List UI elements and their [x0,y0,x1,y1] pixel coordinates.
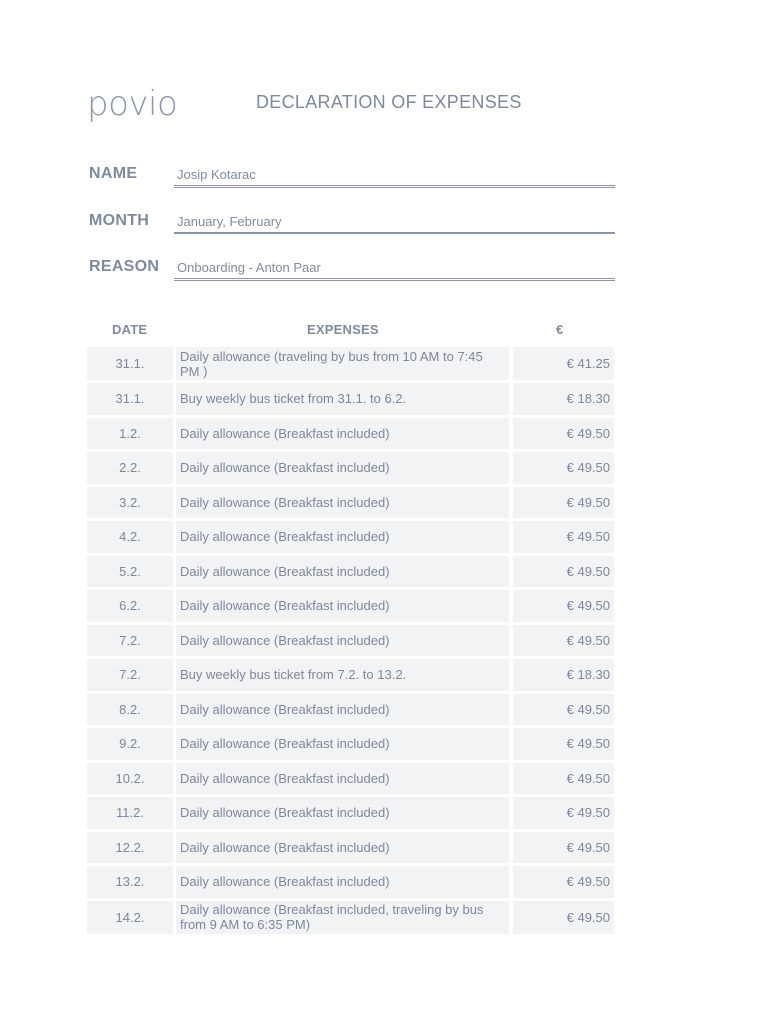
expense-cell: Daily allowance (Breakfast included) [176,832,509,864]
table-row [87,659,615,691]
table-row [87,797,615,829]
povio-logo: povio [87,84,178,124]
table-row [87,763,615,795]
name-value: Josip Kotarac [177,167,256,182]
expense-cell: Buy weekly bus ticket from 7.2. to 13.2. [176,659,509,691]
expense-cell: Daily allowance (Breakfast included) [176,797,509,829]
date-cell: 4.2. [87,521,173,553]
date-cell: 31.1. [87,383,173,415]
table-row [87,694,615,726]
amount-cell: € 49.50 [513,590,614,622]
month-underline [174,232,615,234]
amount-cell: € 49.50 [513,694,614,726]
expense-cell: Daily allowance (Breakfast included) [176,625,509,657]
table-row [87,383,615,415]
table-header [87,322,615,338]
date-cell: 9.2. [87,728,173,760]
expense-cell: Daily allowance (traveling by bus from 10 AM to 7:45 PM ) [176,347,509,380]
expense-cell: Daily allowance (Breakfast included) [176,556,509,588]
date-cell: 8.2. [87,694,173,726]
expense-cell: Buy weekly bus ticket from 31.1. to 6.2. [176,383,509,415]
expense-cell: Daily allowance (Breakfast included) [176,521,509,553]
reason-label: REASON [89,258,160,275]
expenses-column-header: EXPENSES [307,322,379,337]
expense-cell: Daily allowance (Breakfast included) [176,487,509,519]
date-cell: 14.2. [87,901,173,934]
month-label: MONTH [89,212,150,229]
document-title: DECLARATION OF EXPENSES [256,92,522,112]
amount-cell: € 49.50 [513,728,614,760]
table-row [87,901,615,934]
expense-cell: Daily allowance (Breakfast included) [176,418,509,450]
expense-cell: Daily allowance (Breakfast included) [176,866,509,898]
table-row [87,625,615,657]
expense-cell: Daily allowance (Breakfast included) [176,452,509,484]
reason-field [89,258,615,284]
month-field [89,212,615,238]
table-row [87,418,615,450]
amount-cell: € 49.50 [513,866,614,898]
date-cell: 13.2. [87,866,173,898]
table-row [87,452,615,484]
date-cell: 12.2. [87,832,173,864]
table-row [87,590,615,622]
table-row [87,866,615,898]
amount-column-header: € [556,322,564,337]
date-cell: 1.2. [87,418,173,450]
date-cell: 7.2. [87,625,173,657]
date-cell: 2.2. [87,452,173,484]
date-cell: 6.2. [87,590,173,622]
amount-cell: € 41.25 [513,347,614,380]
date-cell: 11.2. [87,797,173,829]
date-cell: 5.2. [87,556,173,588]
amount-cell: € 49.50 [513,797,614,829]
date-cell: 10.2. [87,763,173,795]
expense-cell: Daily allowance (Breakfast included) [176,728,509,760]
name-underline [174,185,615,188]
amount-cell: € 49.50 [513,832,614,864]
table-row [87,521,615,553]
expense-cell: Daily allowance (Breakfast included) [176,694,509,726]
amount-cell: € 49.50 [513,556,614,588]
amount-cell: € 49.50 [513,901,614,934]
amount-cell: € 49.50 [513,418,614,450]
table-row [87,832,615,864]
amount-cell: € 49.50 [513,521,614,553]
table-row [87,728,615,760]
amount-cell: € 18.30 [513,383,614,415]
reason-underline [174,278,615,281]
date-cell: 7.2. [87,659,173,691]
expenses-table [87,347,615,937]
amount-cell: € 49.50 [513,763,614,795]
table-row [87,347,615,380]
expense-cell: Daily allowance (Breakfast included) [176,763,509,795]
date-cell: 3.2. [87,487,173,519]
table-row [87,556,615,588]
reason-value: Onboarding - Anton Paar [177,260,321,275]
name-label: NAME [89,165,138,182]
expense-cell: Daily allowance (Breakfast included, traveling by bus from 9 AM to 6:35 PM) [176,901,509,934]
date-column-header: DATE [112,322,148,337]
amount-cell: € 49.50 [513,487,614,519]
amount-cell: € 49.50 [513,625,614,657]
month-value: January, February [177,214,282,229]
expense-cell: Daily allowance (Breakfast included) [176,590,509,622]
amount-cell: € 18.30 [513,659,614,691]
table-row [87,487,615,519]
name-field [89,165,615,191]
date-cell: 31.1. [87,347,173,380]
amount-cell: € 49.50 [513,452,614,484]
